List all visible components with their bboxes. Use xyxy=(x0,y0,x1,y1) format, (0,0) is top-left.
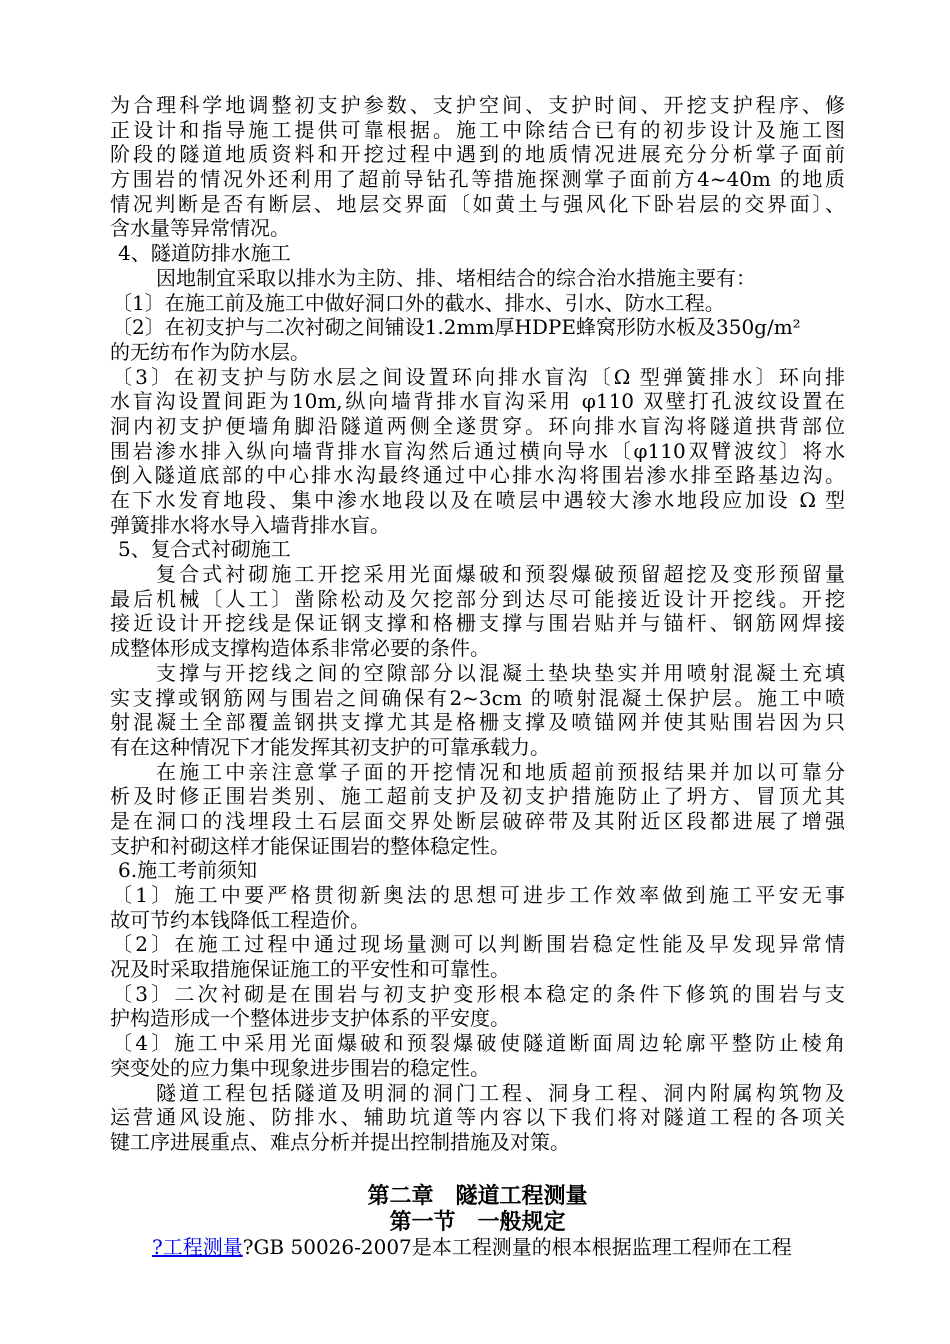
paragraph-line: 为合理科学地调整初支护参数、支护空间、支护时间、开挖支护程序、修 xyxy=(110,93,845,117)
paragraph-line: 围岩渗水排入纵向墙背排水盲沟然后通过横向导水〔φ110双臂波纹〕将水 xyxy=(110,438,845,463)
paragraph-line: 倒入隧道底部的中心排水沟最终通过中心排水沟将围岩渗水排至路基边沟。 xyxy=(110,463,845,488)
section-title: 第一节 一般规定 xyxy=(389,1208,566,1235)
paragraph-line: 弹簧排水将水导入墙背排水盲。 xyxy=(110,512,390,537)
chapter-title: 第二章 隧道工程测量 xyxy=(367,1182,588,1209)
paragraph-line: 有在这种情况下才能发挥其初支护的可靠承载力。 xyxy=(110,734,550,759)
paragraph-line: 成整体形成支撑构造体系非常必要的条件。 xyxy=(110,636,490,661)
paragraph-line: 突变处的应力集中现象进步围岩的稳定性。 xyxy=(110,1055,490,1080)
paragraph-line: 接近设计开挖线是保证钢支撑和格栅支撑与围岩贴并与锚杆、钢筋网焊接 xyxy=(110,611,845,636)
paragraph-line: 水盲沟设置间距为10m,纵向墙背排水盲沟采用 φ110 双壁打孔波纹设置在 xyxy=(110,389,845,414)
paragraph-text: ?GB 50026-2007是本工程测量的根本根据监理工程师在工程 xyxy=(242,1234,792,1259)
paragraph-line: 是在洞口的浅埋段土石层面交界处断层破碎带及其附近区段都进展了增强 xyxy=(110,808,845,833)
paragraph-line: 因地制宜采取以排水为主防、排、堵相结合的综合治水措施主要有： xyxy=(156,265,756,290)
section-heading: 4、隧道防排水施工 xyxy=(118,241,291,266)
paragraph-line xyxy=(110,1235,845,1260)
paragraph-line: 在施工中亲注意掌子面的开挖情况和地质超前预报结果并加以可靠分 xyxy=(156,759,845,784)
paragraph-line: 射混凝土全部覆盖钢拱支撑尤其是格栅支撑及喷锚网并使其贴围岩因为只 xyxy=(110,710,845,735)
list-item: 〔3〕在初支护与防水层之间设置环向排水盲沟〔Ω 型弹簧排水〕环向排 xyxy=(112,364,845,389)
section-heading: 5、复合式衬砌施工 xyxy=(118,537,291,562)
paragraph-line: 最后机械〔人工〕凿除松动及欠挖部分到达尽可能接近设计开挖线。开挖 xyxy=(110,586,845,611)
paragraph-line: 阶段的隧道地质资料和开挖过程中遇到的地质情况进展充分分析掌子面前 xyxy=(110,142,845,167)
list-item: 〔2〕在初支护与二次衬砌之间铺设1.2mm厚HDPE蜂窝形防水板及350g/m² xyxy=(112,315,801,340)
paragraph-line: 复合式衬砌施工开挖采用光面爆破和预裂爆破预留超挖及变形预留量 xyxy=(156,562,845,587)
paragraph-line: 在下水发育地段、集中渗水地段以及在喷层中遇较大渗水地段应加设 Ω 型 xyxy=(110,488,845,512)
list-item: 〔1〕在施工前及施工中做好洞口外的截水、排水、引水、防水工程。 xyxy=(112,290,725,315)
paragraph-line: 方围岩的情况外还利用了超前导钻孔等措施探测掌子面前方4~40m 的地质 xyxy=(110,167,845,192)
document-page xyxy=(110,93,845,1259)
list-item: 〔1〕施工中要严格贯彻新奥法的思想可进步工作效率做到施工平安无事 xyxy=(112,883,845,907)
paragraph-line: 实支撑或钢筋网与围岩之间确保有2~3cm 的喷射混凝土保护层。施工中喷 xyxy=(110,685,845,710)
paragraph-line: 支撑与开挖线之间的空隙部分以混凝土垫块垫实并用喷射混凝土充填 xyxy=(156,660,845,685)
paragraph-line: 支护和衬砌这样才能保证围岩的整体稳定性。 xyxy=(110,833,510,858)
paragraph-line: 故可节约本钱降低工程造价。 xyxy=(110,907,370,932)
list-item: 〔4〕施工中采用光面爆破和预裂爆破使隧道断面周边轮廓平整防止棱角 xyxy=(112,1031,845,1056)
paragraph-line: 护构造形成一个整体进步支护体系的平安度。 xyxy=(110,1006,510,1031)
standard-link[interactable]: ?工程测量 xyxy=(152,1234,243,1259)
paragraph-line: 运营通风设施、防排水、辅助坑道等内容以下我们将对隧道工程的各项关 xyxy=(110,1105,845,1130)
paragraph-line: 情况判断是否有断层、地层交界面〔如黄土与强风化下卧岩层的交界面〕、 xyxy=(110,191,845,216)
list-item: 〔2〕在施工过程中通过现场量测可以判断围岩稳定性能及早发现异常情 xyxy=(112,932,845,957)
list-item: 〔3〕二次衬砌是在围岩与初支护变形根本稳定的条件下修筑的围岩与支 xyxy=(112,981,845,1006)
section-heading: 6.施工考前须知 xyxy=(118,858,258,883)
paragraph-line: 含水量等异常情况。 xyxy=(110,216,290,241)
paragraph-line: 洞内初支护便墙角脚沿隧道两侧全遂贯穿。环向排水盲沟将隧道拱背部位 xyxy=(110,413,845,438)
paragraph-line: 的无纺布作为防水层。 xyxy=(110,339,310,364)
paragraph-line: 况及时采取措施保证施工的平安性和可靠性。 xyxy=(110,957,510,982)
paragraph-line: 析及时修正围岩类别、施工超前支护及初支护措施防止了坍方、冒顶尤其 xyxy=(110,784,845,809)
paragraph-line: 键工序进展重点、难点分析并提出控制措施及对策。 xyxy=(110,1129,570,1154)
paragraph-line: 正设计和指导施工提供可靠根据。施工中除结合已有的初步设计及施工图 xyxy=(110,117,845,142)
paragraph-line: 隧道工程包括隧道及明洞的洞门工程、洞身工程、洞内附属构筑物及 xyxy=(156,1080,845,1105)
